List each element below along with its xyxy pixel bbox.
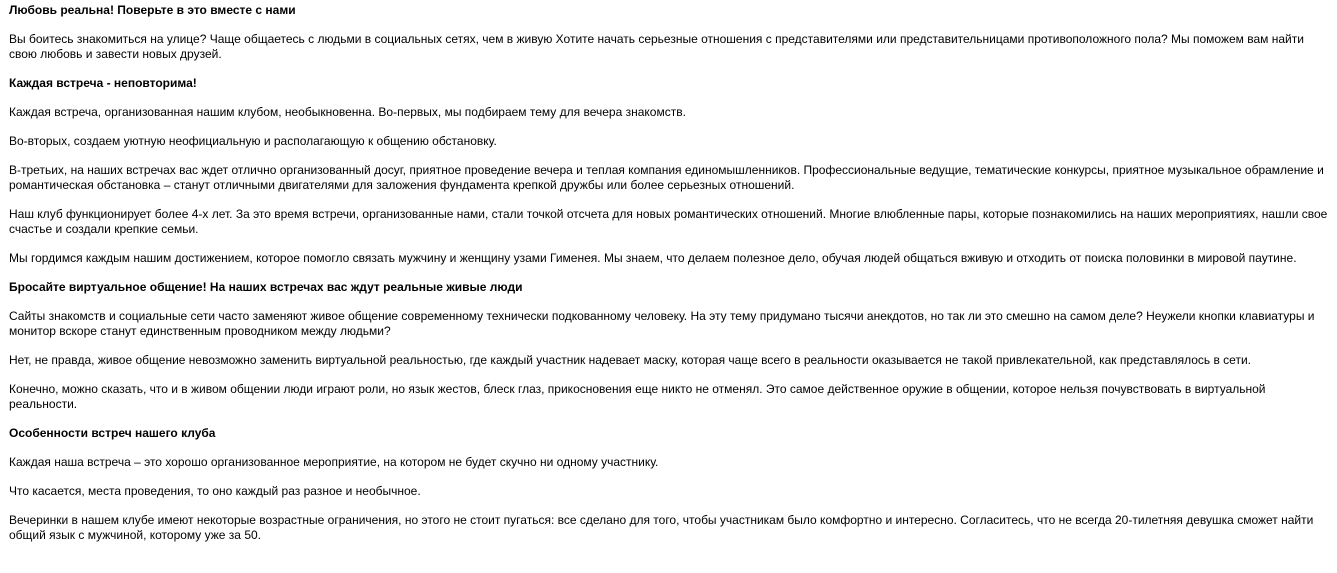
paragraph-organized: Каждая наша встреча – это хорошо организованное мероприятие, на котором не будет скучно ни одному участнику. xyxy=(9,455,659,469)
section-heading-club-features: Особенности встреч нашего клуба xyxy=(9,426,216,440)
section-heading-every-meeting: Каждая встреча - неповторима! xyxy=(9,76,197,90)
paragraph-intro: Вы боитесь знакомиться на улице? Чаще общаетесь с людьми в социальных сетях, чем в живую Хотите начать серьезные отношения с представителями или представительницами противоположного пола? Мы поможем вам найти свою любовь и завести новых друзей. xyxy=(9,32,1304,61)
paragraph-first: Каждая встреча, организованная нашим клубом, необыкновенна. Во-первых, мы подбираем тему для вечера знакомств. xyxy=(9,105,686,119)
paragraph-age-limits: Вечеринки в нашем клубе имеют некоторые возрастные ограничения, но этого не стоит пугаться: все сделано для того, чтобы участникам было комфортно и интересно. Согласитесь, что не всегда 20-тилетняя девушка сможет найти общий язык с мужчиной, которому уже за 50. xyxy=(9,513,1314,542)
paragraph-not-true: Нет, не правда, живое общение невозможно заменить виртуальной реальностью, где каждый участник надевает маску, которая чаще всего в реальности оказывается не такой привлекательной, как представлялось в сети. xyxy=(9,353,1251,367)
paragraph-dating-sites: Сайты знакомств и социальные сети часто заменяют живое общение современному технически подкованному человеку. На эту тему придумано тысячи анекдотов, но так ли это смешно на самом деле? Неужели кнопки клавиатуры и монитор вскоре станут единственным проводником между людьми? xyxy=(9,309,1315,338)
paragraph-venue: Что касается, места проведения, то оно каждый раз разное и необычное. xyxy=(9,484,421,498)
paragraph-pride: Мы гордимся каждым нашим достижением, которое помогло связать мужчину и женщину узами Гименея. Мы знаем, что делаем полезное дело, обучая людей общаться вживую и отходить от поиска половинки в мировой паутине. xyxy=(9,251,1297,265)
section-heading-drop-virtual: Бросайте виртуальное общение! На наших встречах вас ждут реальные живые люди xyxy=(9,280,523,294)
section-heading-love-is-real: Любовь реальна! Поверьте в это вместе с нами xyxy=(9,3,296,17)
paragraph-club-history: Наш клуб функционирует более 4-х лет. За это время встречи, организованные нами, стали точкой отсчета для новых романтических отношений. Многие влюбленные пары, которые познакомились на наших мероприятиях, нашли свое счастье и создали крепкие семьи. xyxy=(9,207,1328,236)
paragraph-third: В-третьих, на наших встречах вас ждет отлично организованный досуг, приятное проведение вечера и теплая компания единомышленников. Профессиональные ведущие, тематические конкурсы, приятное музыкальное обрамление и романтическая обстановка – станут отличными двигателями для заложения фундамента крепкой дружбы или более серьезных отношений. xyxy=(9,163,1324,192)
paragraph-second: Во-вторых, создаем уютную неофициальную и располагающую к общению обстановку. xyxy=(9,134,497,148)
paragraph-body-language: Конечно, можно сказать, что и в живом общении люди играют роли, но язык жестов, блеск глаз, прикосновения еще никто не отменял. Это самое действенное оружие в общении, которое нельзя почувствовать в виртуальной реальности. xyxy=(9,382,1266,411)
